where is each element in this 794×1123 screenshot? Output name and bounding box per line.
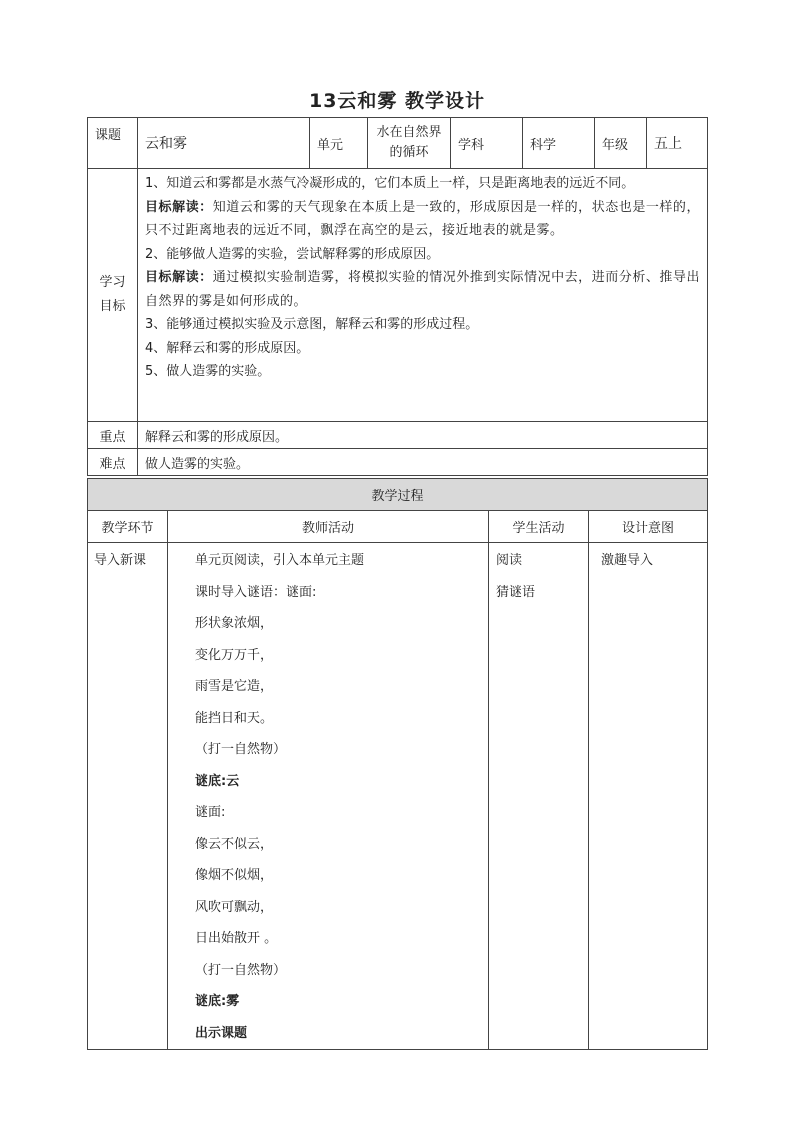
stage-text: 导入新课 bbox=[94, 553, 147, 568]
goal-1-interpretation bbox=[145, 196, 700, 243]
show-title: 出示课题 bbox=[195, 1025, 248, 1041]
goals-label-line2: 目标 bbox=[99, 299, 126, 314]
teacher-line: 单元页阅读，引入本单元主题 bbox=[195, 553, 365, 568]
teacher-line: 谜面: bbox=[195, 805, 226, 820]
col-intent: 设计意图 bbox=[589, 511, 708, 543]
teacher-line: （打一自然物） bbox=[195, 962, 287, 978]
goal-4: 4、解释云和雾的形成原因。 bbox=[145, 340, 310, 356]
teacher-cell bbox=[168, 543, 489, 1050]
process-header-row bbox=[88, 479, 708, 511]
teacher-line: 像烟不似烟， bbox=[195, 868, 274, 883]
page-title: 13云和雾 教学设计 bbox=[308, 90, 486, 112]
col-stage: 教学环节 bbox=[88, 511, 168, 543]
teacher-line: 像云不似云， bbox=[195, 836, 274, 852]
teacher-line: 能挡日和天。 bbox=[195, 710, 274, 726]
process-header: 教学过程 bbox=[88, 479, 708, 511]
goal-5: 5、做人造雾的实验。 bbox=[145, 364, 271, 379]
teacher-line: 变化万万千， bbox=[195, 647, 274, 663]
interpretation-text: 通过模拟实验制造雾，将模拟实验的情况外推到实际情况中去，进而分析、推导出自然界的雾是如何形成的。 bbox=[145, 270, 700, 309]
process-table bbox=[87, 478, 708, 1050]
teacher-line: 风吹可飘动， bbox=[195, 899, 274, 915]
teacher-line: （打一自然物） bbox=[195, 742, 287, 757]
riddle-answer: 谜底:云 bbox=[195, 773, 240, 789]
difficulty-text: 做人造雾的实验。 bbox=[138, 449, 708, 476]
riddle-answer: 谜底:雾 bbox=[195, 994, 240, 1009]
goals-label-line1: 学习 bbox=[99, 275, 126, 290]
interpretation-label: 目标解读： bbox=[145, 199, 213, 215]
goals-label bbox=[88, 169, 138, 422]
col-teacher: 教师活动 bbox=[168, 511, 489, 543]
key-text: 解释云和雾的形成原因。 bbox=[138, 422, 708, 449]
topic-value: 云和雾 bbox=[138, 118, 310, 169]
process-row bbox=[88, 543, 708, 1050]
goal-2: 2、能够做人造雾的实验，尝试解释雾的形成原因。 bbox=[145, 246, 440, 262]
goal-1: 1、知道云和雾都是水蒸气冷凝形成的，它们本质上一样，只是距离地表的远近不同。 bbox=[145, 176, 635, 191]
student-cell bbox=[489, 543, 589, 1050]
key-label: 重点 bbox=[88, 422, 138, 449]
grade-label: 年级 bbox=[595, 118, 647, 169]
teacher-line: 日出始散开 。 bbox=[195, 931, 278, 946]
student-line: 阅读 bbox=[496, 553, 523, 568]
info-table bbox=[87, 117, 708, 476]
interpretation-label: 目标解读： bbox=[145, 270, 213, 285]
unit-label: 单元 bbox=[310, 118, 368, 169]
info-row bbox=[88, 118, 708, 169]
interpretation-text: 知道云和雾的天气现象在本质上是一致的，形成原因是一样的，状态也是一样的，只不过距离地表的远近不同，飘浮在高空的是云，接近地表的就是雾。 bbox=[145, 199, 700, 238]
difficulty-row bbox=[88, 449, 708, 476]
process-columns-row bbox=[88, 511, 708, 543]
goal-3: 3、能够通过模拟实验及示意图，解释云和雾的形成过程。 bbox=[145, 317, 479, 332]
col-student: 学生活动 bbox=[489, 511, 589, 543]
difficulty-label: 难点 bbox=[88, 449, 138, 476]
key-row bbox=[88, 422, 708, 449]
goal-2-interpretation bbox=[145, 266, 700, 313]
unit-value: 水在自然界的循环 bbox=[368, 118, 451, 169]
intent-cell bbox=[589, 543, 708, 1050]
teacher-line: 雨雪是它造， bbox=[195, 679, 274, 694]
teacher-line: 课时导入谜语：谜面: bbox=[195, 584, 317, 600]
intent-text: 激趣导入 bbox=[601, 553, 654, 568]
subject-label: 学科 bbox=[451, 118, 523, 169]
student-line: 猜谜语 bbox=[496, 584, 536, 600]
topic-label: 课题 bbox=[88, 118, 138, 169]
grade-value: 五上 bbox=[647, 118, 708, 169]
teacher-line: 形状象浓烟， bbox=[195, 616, 274, 631]
goals-row bbox=[88, 169, 708, 422]
stage-cell bbox=[88, 543, 168, 1050]
goals-content bbox=[138, 169, 708, 422]
subject-value: 科学 bbox=[523, 118, 595, 169]
